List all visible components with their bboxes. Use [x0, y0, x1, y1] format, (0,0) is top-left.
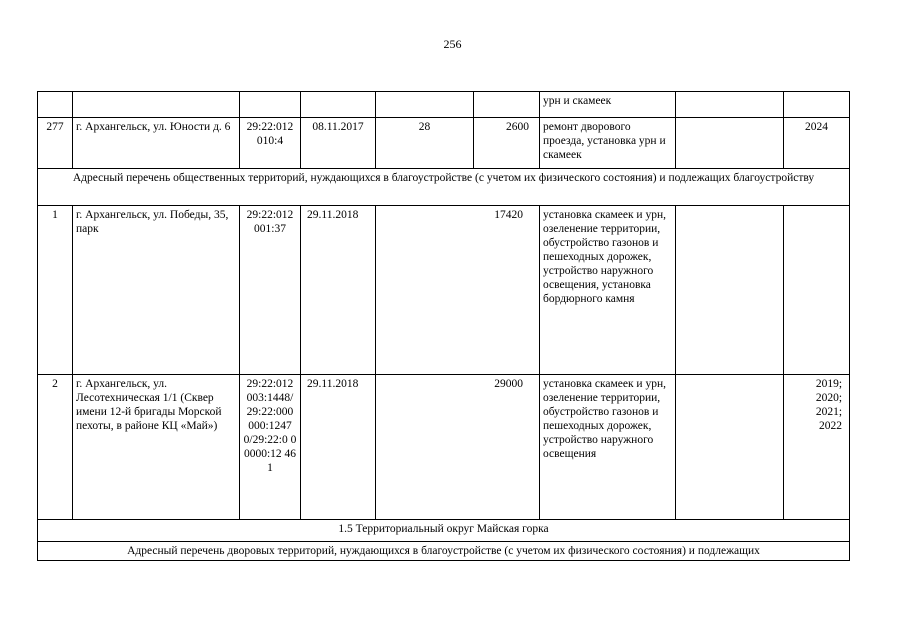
cell-extra: [676, 206, 784, 375]
section-heading-row: [38, 169, 850, 206]
cell-year: [784, 92, 850, 118]
year-item: 2020;: [815, 392, 843, 404]
cell-year: [784, 206, 850, 375]
cell-work: ремонт дворового проезда, установка урн и скамеек: [540, 118, 676, 169]
cell-cadastral: 29:22:012 003:1448/ 29:22:000 000:1247 0/29:22:0 00000:12 461: [240, 375, 301, 520]
district-heading: 1.5 Территориальный округ Майская горка: [38, 520, 850, 542]
cell-work: установка скамеек и урн, озеленение территории, обустройство газонов и пешеходных дорожек, устройство наружного освещения, установка бордюрного камня: [540, 206, 676, 375]
cell-date: 29.11.2018: [301, 206, 376, 375]
cell-area: 2600: [474, 118, 540, 169]
section-heading-row: [38, 542, 850, 561]
cell-cadastral: [240, 92, 301, 118]
cell-num: 2: [38, 375, 73, 520]
cell-area: 29000: [376, 375, 540, 520]
table-row: [38, 92, 850, 118]
cell-extra: [676, 92, 784, 118]
cell-count: [376, 92, 474, 118]
year-item: 2019;: [815, 378, 843, 390]
cell-date: [301, 92, 376, 118]
cell-area: [474, 92, 540, 118]
cell-extra: [676, 375, 784, 520]
table-row: [38, 206, 850, 375]
cell-count: 28: [376, 118, 474, 169]
cell-date: 29.11.2018: [301, 375, 376, 520]
cell-cadastral: 29:22:012 001:37: [240, 206, 301, 375]
page-number: 256: [443, 37, 462, 51]
table-row: [38, 375, 850, 520]
cell-area: 17420: [376, 206, 540, 375]
cell-num: 277: [38, 118, 73, 169]
cell-date: 08.11.2017: [301, 118, 376, 169]
cell-cadastral: 29:22:012 010:4: [240, 118, 301, 169]
section-heading-yards: Адресный перечень дворовых территорий, нуждающихся в благоустройстве (с учетом их физического состояния) и подлежащих: [38, 542, 850, 561]
cell-num: 1: [38, 206, 73, 375]
year-item: 2022: [819, 420, 843, 432]
district-heading-row: [38, 520, 850, 542]
cell-year: 2024: [784, 118, 850, 169]
cell-num: [38, 92, 73, 118]
section-heading-public: Адресный перечень общественных территорий, нуждающихся в благоустройстве (с учетом их физического состояния) и подлежащих благоустройству: [38, 169, 850, 206]
territories-table: [37, 91, 850, 561]
cell-address: г. Архангельск, ул. Победы, 35, парк: [73, 206, 240, 375]
year-item: 2021;: [815, 406, 843, 418]
cell-address: [73, 92, 240, 118]
cell-address: г. Архангельск, ул. Юности д. 6: [73, 118, 240, 169]
cell-work: урн и скамеек: [540, 92, 676, 118]
cell-address: г. Архангельск, ул. Лесотехническая 1/1 (Сквер имени 12-й бригады Морской пехоты, в районе КЦ «Май»): [73, 375, 240, 520]
cell-work: установка скамеек и урн, озеленение территории, обустройство газонов и пешеходных дорожек, устройство наружного освещения: [540, 375, 676, 520]
table-row: [38, 118, 850, 169]
cell-extra: [676, 118, 784, 169]
cell-years: [784, 375, 850, 520]
